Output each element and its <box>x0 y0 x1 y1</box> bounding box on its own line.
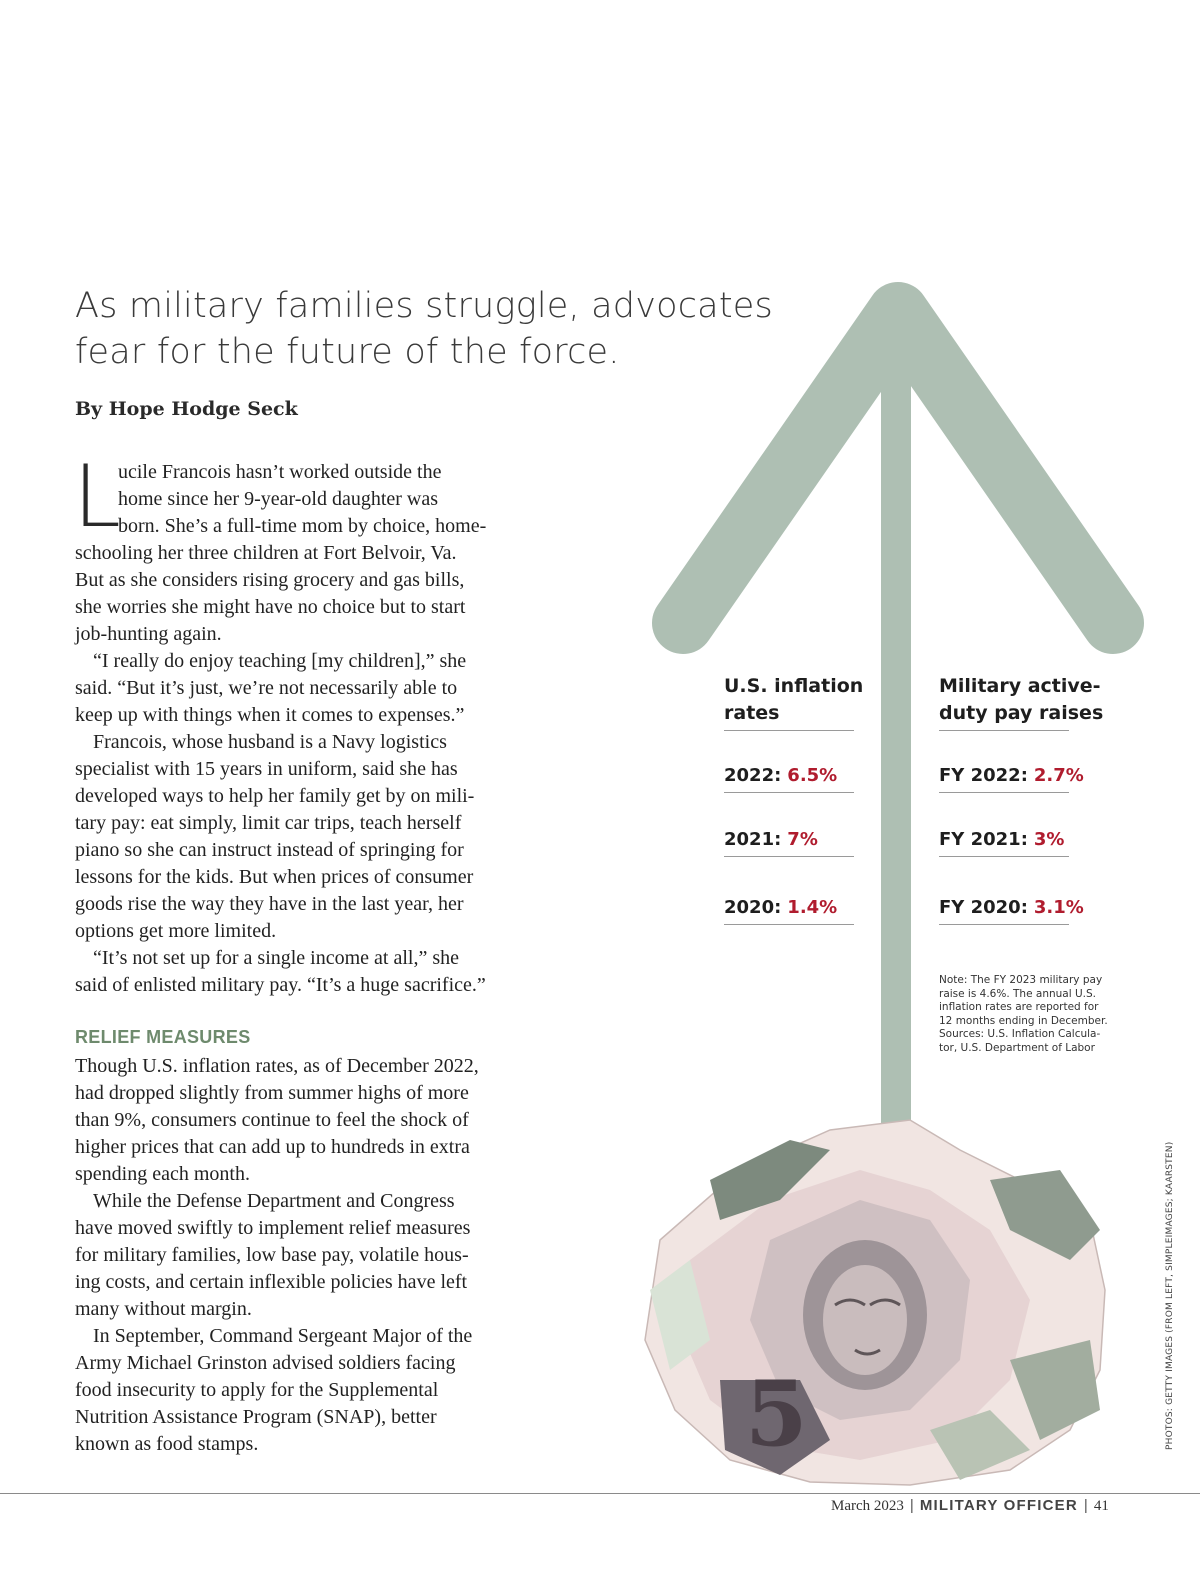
note-line: Sources: U.S. Inflation Calcula- <box>939 1028 1101 1040</box>
deck-line: fear for the future of the force. <box>75 332 620 372</box>
crumpled-five-dollar-bill-image <box>630 1110 1120 1490</box>
row-value: 6.5% <box>787 765 838 786</box>
body-line: options get more limited. <box>75 920 277 942</box>
body-line: developed ways to help her family get by on mili- <box>75 785 475 807</box>
note-line: inflation rates are reported for <box>939 1001 1099 1013</box>
body-line: food insecurity to apply for the Supplemental <box>75 1379 439 1401</box>
row-label: FY 2021: <box>939 829 1028 850</box>
row-value: 3% <box>1033 829 1065 850</box>
inflation-row <box>724 765 837 786</box>
pay-row <box>939 765 1084 786</box>
pay-row <box>939 829 1064 850</box>
row-value: 2.7% <box>1033 765 1084 786</box>
separator: | <box>1083 1497 1088 1514</box>
pay-row <box>939 897 1084 918</box>
heading-line: U.S. inflation <box>724 675 864 697</box>
body-line: Francois, whose husband is a Navy logistics <box>93 731 447 753</box>
row-value: 7% <box>787 829 818 850</box>
body-line: home since her 9-year-old daughter was <box>118 488 439 510</box>
row-label: FY 2022: <box>939 765 1028 786</box>
body-line: Nutrition Assistance Program (SNAP), better <box>75 1406 437 1428</box>
body-line: than 9%, consumers continue to feel the shock of <box>75 1109 469 1131</box>
body-line: known as food stamps. <box>75 1433 259 1455</box>
row-value: 1.4% <box>787 897 838 918</box>
body-line: had dropped slightly from summer highs of more <box>75 1082 469 1104</box>
body-line: “I really do enjoy teaching [my children],” she <box>93 650 467 672</box>
body-line: spending each month. <box>75 1163 250 1185</box>
heading-line: duty pay raises <box>939 702 1104 724</box>
inflation-heading <box>724 673 863 727</box>
body-line: Army Michael Grinston advised soldiers facing <box>75 1352 456 1374</box>
svg-text:5: 5 <box>745 1361 808 1467</box>
divider <box>939 924 1069 925</box>
body-line: many without margin. <box>75 1298 252 1320</box>
magazine-name: MILITARY OFFICER <box>919 1497 1078 1514</box>
divider <box>724 730 854 731</box>
body-line: she worries she might have no choice but to start <box>75 596 466 618</box>
heading-line: rates <box>724 702 780 724</box>
note-line: tor, U.S. Department of Labor <box>939 1041 1095 1054</box>
body-line: goods rise the way they have in the last year, her <box>75 893 464 915</box>
inflation-row <box>724 897 837 918</box>
body-line: ucile Francois hasn’t worked outside the <box>118 461 442 483</box>
body-line: said. “But it’s just, we’re not necessarily able to <box>75 677 458 699</box>
article-body-p2 <box>75 1053 535 1458</box>
note-line: 12 months ending in December. <box>939 1014 1108 1027</box>
divider <box>939 856 1069 857</box>
body-line: “It’s not set up for a single income at all,” she <box>93 947 460 969</box>
body-line: have moved swiftly to implement relief measures <box>75 1217 471 1239</box>
photo-credit: PHOTOS: GETTY IMAGES (FROM LEFT, SIMPLEIMAGES; KAARSTEN) <box>1165 1141 1175 1450</box>
divider <box>939 792 1069 793</box>
inflation-row <box>724 829 818 850</box>
divider <box>724 856 854 857</box>
separator: | <box>909 1497 914 1514</box>
body-line: schooling her three children at Fort Belvoir, Va. <box>75 542 457 564</box>
row-label: FY 2020: <box>939 897 1028 918</box>
body-line: for military families, low base pay, volatile hous- <box>75 1244 469 1266</box>
row-label: 2021: <box>724 829 782 850</box>
row-label: 2020: <box>724 897 782 918</box>
body-line: said of enlisted military pay. “It’s a huge sacrifice.” <box>75 974 486 996</box>
divider <box>939 730 1069 731</box>
article-body-p1 <box>73 447 535 999</box>
byline: By Hope Hodge Seck <box>75 398 298 420</box>
body-line: While the Defense Department and Congress <box>93 1190 455 1212</box>
body-line: In September, Command Sergeant Major of the <box>93 1325 473 1347</box>
body-line: higher prices that can add up to hundreds in extra <box>75 1136 470 1158</box>
body-line: tary pay: eat simply, limit car trips, teach herself <box>75 812 462 834</box>
heading-line: Military active- <box>939 675 1101 697</box>
divider <box>724 792 854 793</box>
body-line: Though U.S. inflation rates, as of December 2022, <box>75 1055 479 1077</box>
body-line: specialist with 15 years in uniform, said she has <box>75 758 458 780</box>
section-subhead: RELIEF MEASURES <box>75 1027 251 1047</box>
page-folio <box>831 1497 1109 1515</box>
body-line: job-hunting again. <box>75 623 222 645</box>
note-line: Note: The FY 2023 military pay <box>939 974 1103 986</box>
divider <box>724 924 854 925</box>
row-label: 2022: <box>724 765 782 786</box>
body-line: But as she considers rising grocery and gas bills, <box>75 569 465 591</box>
drop-cap: L <box>73 447 121 547</box>
footer-divider <box>0 1493 1200 1494</box>
sidebar-note <box>939 974 1119 1055</box>
row-value: 3.1% <box>1033 897 1084 918</box>
body-line: piano so she can instruct instead of springing for <box>75 839 464 861</box>
issue-date: March 2023 <box>831 1498 904 1514</box>
article-deck <box>75 283 773 375</box>
page-number: 41 <box>1093 1498 1109 1514</box>
body-line: keep up with things when it comes to expenses.” <box>75 704 465 726</box>
body-line: born. She’s a full-time mom by choice, home- <box>118 515 487 537</box>
deck-line: As military families struggle, advocates <box>75 286 773 326</box>
body-line: lessons for the kids. But when prices of consumer <box>75 866 474 888</box>
note-line: raise is 4.6%. The annual U.S. <box>939 987 1096 1000</box>
pay-heading <box>939 673 1103 727</box>
body-line: ing costs, and certain inflexible policies have left <box>75 1271 468 1293</box>
